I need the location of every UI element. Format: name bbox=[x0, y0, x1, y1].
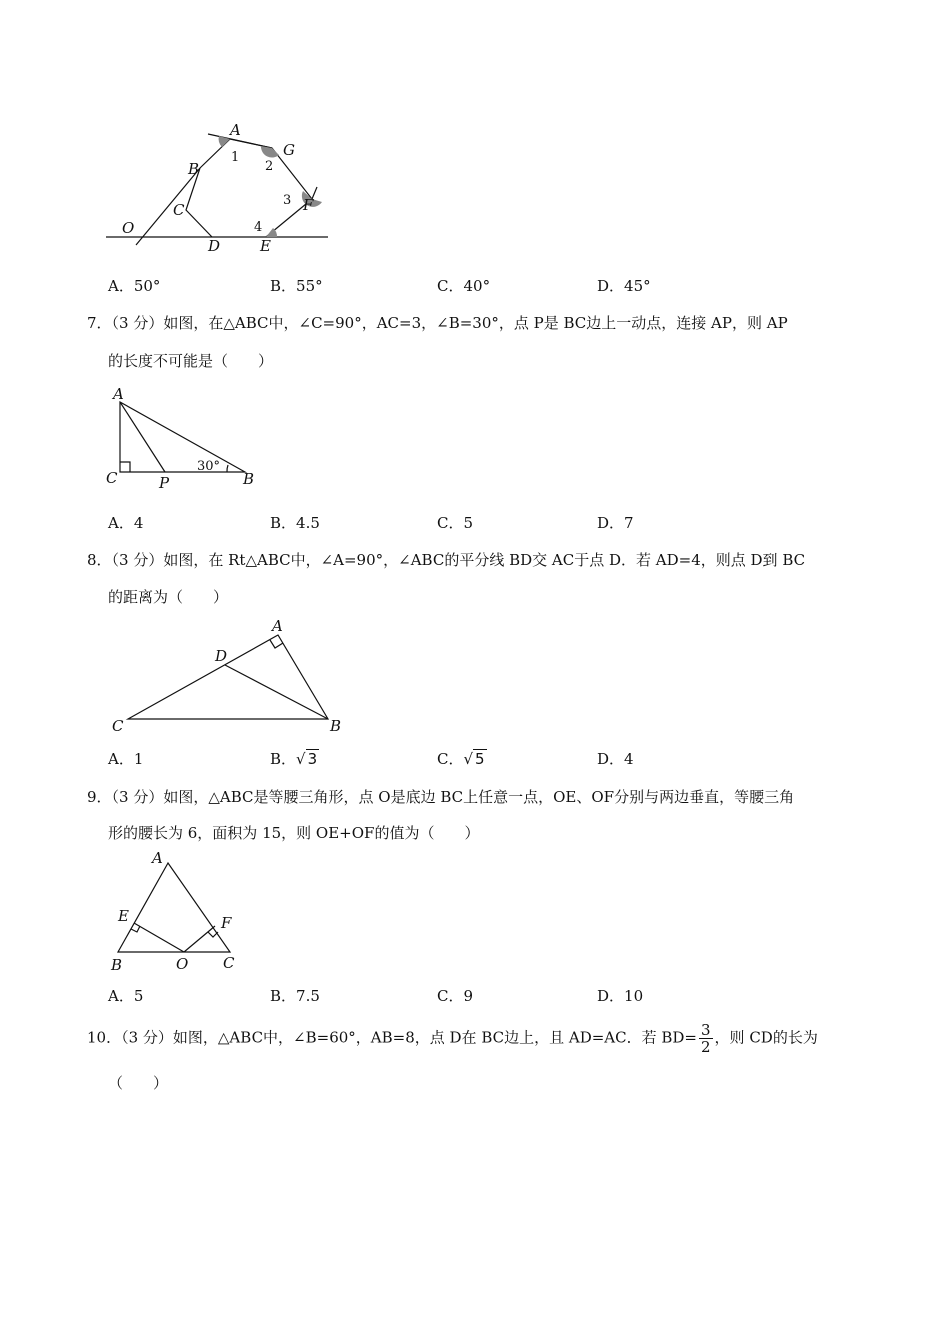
q7-triangle bbox=[120, 402, 245, 472]
q7-option-d[interactable]: D．7 bbox=[597, 514, 634, 532]
q6-label-4: 4 bbox=[254, 220, 263, 235]
q9-segment-OF bbox=[184, 926, 215, 952]
q7-right-angle-mark bbox=[120, 462, 130, 472]
q9-option-c[interactable]: C．9 bbox=[437, 987, 474, 1005]
q6-label-E: E bbox=[260, 237, 271, 255]
q7-label-C: C bbox=[106, 469, 118, 487]
q6-label-G: G bbox=[283, 141, 295, 159]
q6-label-C: C bbox=[173, 201, 185, 219]
q7-label-P: P bbox=[159, 474, 170, 492]
q8-option-c[interactable] bbox=[437, 748, 487, 769]
q9-figure bbox=[100, 848, 250, 976]
q8-option-c-label: C． bbox=[437, 750, 464, 768]
q8-figure bbox=[100, 615, 355, 735]
q7-option-b[interactable]: B．4.5 bbox=[270, 514, 320, 532]
q7-label-A: A bbox=[113, 385, 124, 403]
q6-option-c[interactable]: C．40° bbox=[437, 277, 491, 295]
q6-option-b[interactable]: B．55° bbox=[270, 277, 323, 295]
q6-label-2: 2 bbox=[265, 159, 274, 174]
q7-text-line2: 的长度不可能是（ ） bbox=[108, 352, 274, 370]
q9-label-B: B bbox=[111, 956, 123, 974]
q8-text-line1: 8．（3 分）如图，在 Rt△ABC中，∠A=90°，∠ABC的平分线 BD交 AC于点 D．若 AD=4，则点 D到 BC bbox=[87, 551, 806, 569]
q10-fraction bbox=[699, 1022, 713, 1055]
q8-text-line2: 的距离为（ ） bbox=[108, 588, 229, 606]
q9-right-angle-F bbox=[208, 932, 218, 937]
q8-option-a[interactable]: A．1 bbox=[108, 750, 144, 768]
q7-figure bbox=[100, 382, 270, 492]
q8-triangle bbox=[128, 635, 328, 719]
q6-label-A: A bbox=[230, 121, 241, 139]
q9-option-b[interactable]: B．7.5 bbox=[270, 987, 320, 1005]
q9-triangle bbox=[118, 863, 230, 952]
q10-text-line2: （ ） bbox=[108, 1074, 169, 1092]
q6-option-d[interactable]: D．45° bbox=[597, 277, 651, 295]
q10-text-part1: 10．（3 分）如图，△ABC中，∠B=60°，AB=8，点 D在 BC边上，且 AD=AC．若 BD= bbox=[87, 1028, 697, 1047]
q6-angle2-mark bbox=[261, 146, 279, 158]
q6-option-a[interactable]: A．50° bbox=[108, 277, 161, 295]
q10-text-line1 bbox=[87, 1022, 818, 1055]
q6-label-D: D bbox=[208, 237, 221, 255]
q7-angle-arc bbox=[227, 465, 228, 472]
q7-option-c[interactable]: C．5 bbox=[437, 514, 474, 532]
q10-fraction-denominator: 2 bbox=[701, 1038, 711, 1056]
q9-label-O: O bbox=[176, 955, 189, 973]
q9-option-a[interactable]: A．5 bbox=[108, 987, 144, 1005]
q6-line-OA bbox=[136, 168, 200, 245]
q9-segment-OE bbox=[134, 923, 184, 952]
q7-option-a[interactable]: A．4 bbox=[108, 514, 144, 532]
q8-option-b[interactable] bbox=[270, 748, 319, 769]
q9-text-line1: 9．（3 分）如图，△ABC是等腰三角形，点 O是底边 BC上任意一点，OE、OF分别与两边垂直，等腰三角 bbox=[87, 788, 795, 806]
q8-option-c-radicand: 5 bbox=[475, 750, 485, 768]
q10-fraction-numerator: 3 bbox=[701, 1021, 711, 1039]
q6-label-3: 3 bbox=[283, 193, 292, 208]
q7-label-B: B bbox=[243, 470, 255, 488]
q8-label-C: C bbox=[112, 717, 124, 735]
q8-option-d[interactable]: D．4 bbox=[597, 750, 634, 768]
q8-option-c-sqrt: √ 5 bbox=[463, 750, 485, 768]
q8-option-b-sqrt: √ 3 bbox=[296, 750, 318, 768]
q6-BCD bbox=[186, 168, 212, 237]
q9-label-C: C bbox=[223, 954, 235, 972]
q7-label-30deg: 30° bbox=[197, 459, 221, 474]
q8-option-b-label: B． bbox=[270, 750, 297, 768]
q8-label-A: A bbox=[272, 617, 283, 635]
q6-figure bbox=[100, 118, 340, 258]
q9-option-d[interactable]: D．10 bbox=[597, 987, 644, 1005]
q6-label-B: B bbox=[188, 160, 200, 178]
q8-option-b-radicand: 3 bbox=[307, 750, 318, 768]
q10-text-part2: ，则 CD的长为 bbox=[714, 1028, 818, 1047]
q8-label-B: B bbox=[330, 717, 342, 735]
q9-label-E: E bbox=[118, 907, 129, 925]
q8-label-D: D bbox=[215, 647, 228, 665]
q7-text-line1: 7．（3 分）如图，在△ABC中，∠C=90°，AC=3，∠B=30°，点 P是 BC边上一动点，连接 AP，则 AP bbox=[87, 314, 788, 332]
q9-label-A: A bbox=[152, 849, 163, 867]
q6-label-1: 1 bbox=[231, 150, 240, 165]
q6-label-O: O bbox=[122, 219, 135, 237]
q6-label-F: F bbox=[303, 196, 314, 214]
q9-text-line2: 形的腰长为 6，面积为 15，则 OE+OF的值为（ ） bbox=[108, 824, 480, 842]
q9-label-F: F bbox=[221, 914, 232, 932]
